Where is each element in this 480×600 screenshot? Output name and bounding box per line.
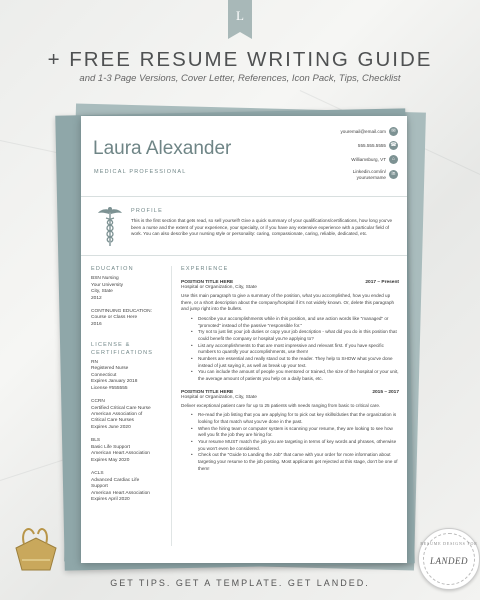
job-title: POSITION TITLE HERE <box>181 280 234 286</box>
contact-text: Linkedin.com/in/ yourusername <box>352 169 386 180</box>
job-bullets <box>181 412 399 472</box>
contact-text: youremail@email.com <box>340 128 386 134</box>
profile-heading: PROFILE <box>131 208 163 214</box>
subheadline: and 1-3 Page Versions, Cover Letter, References, Icon Pack, Tips, Checklist <box>79 73 401 84</box>
contact-email <box>288 127 398 136</box>
license-entry: RN Registered Nurse Connecticut Expires January 2018 License #555555 <box>91 359 138 391</box>
job-bullet: • Your resume MUST match the job you are targeting in terms of key words and phrases, otherwise you won't even be considered. <box>191 439 399 452</box>
job-bullet: • Try not to just list your job duties or copy your job description - what did you do in this position that could benefit the company or hospital you're applying to? <box>191 329 399 342</box>
education-heading: EDUCATION <box>91 266 134 272</box>
binder-clip-icon <box>10 520 62 580</box>
job-bullet: • When the hiring team or computer system is scanning your resume, they are looking to see how well you fit the job they are hiring for. <box>191 426 399 439</box>
license-entry: ACLS Advanced Cardiac Life Support American Heart Association Expires April 2020 <box>91 471 150 503</box>
headline: + FREE RESUME WRITING GUIDE <box>47 48 433 71</box>
job-entry <box>181 390 399 473</box>
resume-role: MEDICAL PROFESSIONAL <box>94 169 187 175</box>
job-title: POSITION TITLE HERE <box>181 389 234 395</box>
brand-logo: L <box>228 0 252 32</box>
job-entry <box>181 280 399 383</box>
job-dates: 2017 – Present <box>365 280 399 286</box>
job-bullet: • List any accomplishments to that are most impressive and relevant first. If you have specific numbers to quantify your accomplishments, use them! <box>191 343 399 356</box>
experience-column <box>181 266 399 472</box>
licenses-heading: LICENSE & CERTIFICATIONS <box>91 342 154 356</box>
badge-ring-text: RESUME DESIGNS FOR <box>420 541 478 546</box>
job-bullet: • Numbers are essential and really stand out to the reader. They help to SHOW what you've done instead of just saying it, as well as break up your text. <box>191 356 399 369</box>
license-entry: CCRN Certified Critical Care Nurse American Association of Critical Care Nurses Expires June 2020 <box>91 399 151 430</box>
job-dates: 2015 – 2017 <box>372 389 399 395</box>
contact-location <box>288 155 398 164</box>
phone-icon: ☎ <box>390 142 397 148</box>
divider <box>81 196 407 197</box>
column-divider <box>171 266 172 546</box>
job-bullets <box>181 316 399 383</box>
job-bullet: • Re-read the job listing that you are applying for to pick out key skills/duties that the organization is looking for that match what you've done in the past. <box>191 412 399 425</box>
brand-badge <box>418 528 480 590</box>
education-entry: CONTINUING EDUCATION: Course or Class Here 2016 <box>91 309 152 327</box>
profile-text: This is the first section that gets read, so sell yourself! Give a quick summary of your qualifications/certifications, how long you've been a nurse and the extent of your experience, your specialty, or if you have any extensive experience with a particular field of work. You can also describe your nursing style or personality: caring, compassionate, caring, reliable, dedicated, etc. <box>131 218 393 237</box>
badge-wordmark: LANDED <box>429 556 468 566</box>
contact-text: Williamsburg, VT <box>351 156 386 162</box>
divider <box>81 255 407 256</box>
contact-phone <box>288 141 398 150</box>
job-organization: Hospital or Organization, City, State <box>181 394 257 400</box>
license-entry: BLS Basic Life Support American Heart Association Expires May 2020 <box>91 438 150 463</box>
job-bullet: • Describe your accomplishments while in this position, and use action words like "managed" or "promoted" instead of the passive "responsible for." <box>191 316 399 329</box>
mail-icon: ✉ <box>389 127 398 136</box>
contact-linkedin <box>288 169 398 181</box>
job-bullet: • Check out the "Guide to Landing the Job" that came with your order for more information about targeting your resume to the job posting. Most applicants get rejected at this stage, don't be one of them! <box>191 452 399 472</box>
contact-text: 555.555.5555 <box>357 142 386 148</box>
left-column <box>91 266 163 504</box>
footer-tagline: GET TIPS. GET A TEMPLATE. GET LANDED. <box>110 578 370 588</box>
job-summary: Deliver exceptional patient care for up to 25 patients with needs ranging from basic to critical care. <box>181 402 381 408</box>
contact-list <box>288 127 398 186</box>
job-organization: Hospital or Organization, City, State <box>181 285 257 291</box>
experience-heading: EXPERIENCE <box>181 266 229 272</box>
job-bullet: • You can include the amount of people you mentored or trained, the size of the hospital or your unit, the average amount of patients you help on a daily basis, etc. <box>191 369 399 382</box>
location-pin-icon: ⌂ <box>389 155 398 164</box>
resume-page <box>81 116 407 563</box>
caduceus-icon <box>97 206 123 248</box>
linkedin-icon: in <box>389 170 398 179</box>
resume-name: Laura Alexander <box>93 138 232 159</box>
education-entry: BSN Nursing Your University City, State 2012 <box>91 276 124 301</box>
job-summary: Use this main paragraph to give a summary of the position, what you accomplished, how you ended up there, or a short description about the company/hospital if it's not widely known. Or, delete this paragraph and jump right into the bullets. <box>181 293 395 312</box>
